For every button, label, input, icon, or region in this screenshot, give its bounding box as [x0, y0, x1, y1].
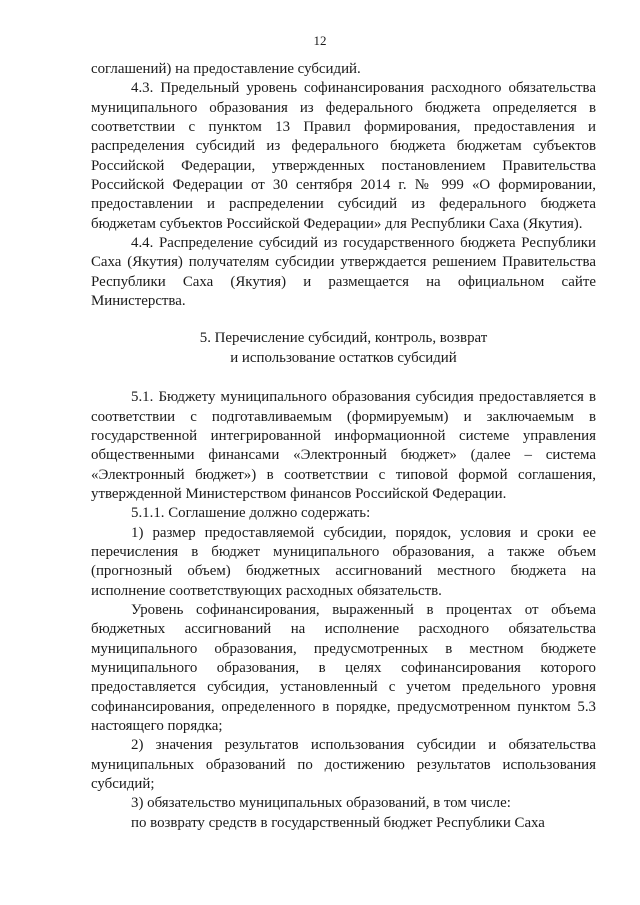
list-item-1: 1) размер предоставляемой субсидии, порядок, условия и сроки ее перечисления в бюджет муниципального образования, а также объем (прогнозный объем) бюджетных ассигнований местного бюджета на исполнение соответствующих расходных обязательств.	[91, 524, 596, 599]
paragraph-cofinancing-level: Уровень софинансирования, выраженный в процентах от объема бюджетных ассигнований на исполнение расходного обязательства муниципального образования, предусмотренных в местном бюджете муниципального образования, в целях софинансирования которого предоставляется субсидия, установленный с учетом предельного уровня софинансирования, определенного в порядке, предусмотренном пунктом 5.3 настоящего порядка;	[91, 601, 596, 734]
paragraph-5-1: 5.1. Бюджету муниципального образования субсидия предоставляется в соответствии с подготавливаемым (формируемым) и заключаемым в государственной интегрированной информационной системе управления общественными финансами «Электронный бюджет» (далее – система «Электронный бюджет») в соответствии с типовой формой соглашения, утвержденной Министерством финансов Российской Федерации.	[91, 389, 596, 502]
list-item-2: 2) значения результатов использования субсидии и обязательства муниципальных образований по достижению результатов использования субсидий;	[91, 737, 596, 793]
paragraph-return-obligation: по возврату средств в государственный бюджет Республики Саха	[131, 814, 545, 831]
paragraph-continuation: соглашений) на предоставление субсидий.	[91, 61, 361, 77]
document-body	[91, 60, 596, 833]
paragraph-5-1-1: 5.1.1. Соглашение должно содержать:	[131, 505, 371, 522]
section-heading-line2: и использование остатков субсидий	[230, 349, 457, 366]
section-heading	[91, 329, 596, 368]
paragraph-4-3: 4.3. Предельный уровень софинансирования расходного обязательства муниципального образования из федерального бюджета определяется в соответствии с пунктом 13 Правил формирования, предоставления и распределения субсидий из федерального бюджета бюджетам субъектов Российской Федерации, утвержденных постановлением Правительства Российской Федерации от 30 сентября 2014 г. № 999 «О формировании, предоставлении и распределении субсидий из федерального бюджета бюджетам субъектов Российской Федерации» для Республики Саха (Якутия).	[91, 80, 596, 232]
section-heading-line1: 5. Перечисление субсидий, контроль, возврат	[199, 330, 488, 347]
list-item-3: 3) обязательство муниципальных образований, в том числе:	[131, 795, 511, 812]
page-number: 12	[313, 33, 327, 48]
paragraph-4-4: 4.4. Распределение субсидий из государственного бюджета Республики Саха (Якутия) получателям субсидии утверждается решением Правительства Республики Саха (Якутия) и размещается на официальном сайте Министерства.	[91, 235, 596, 310]
